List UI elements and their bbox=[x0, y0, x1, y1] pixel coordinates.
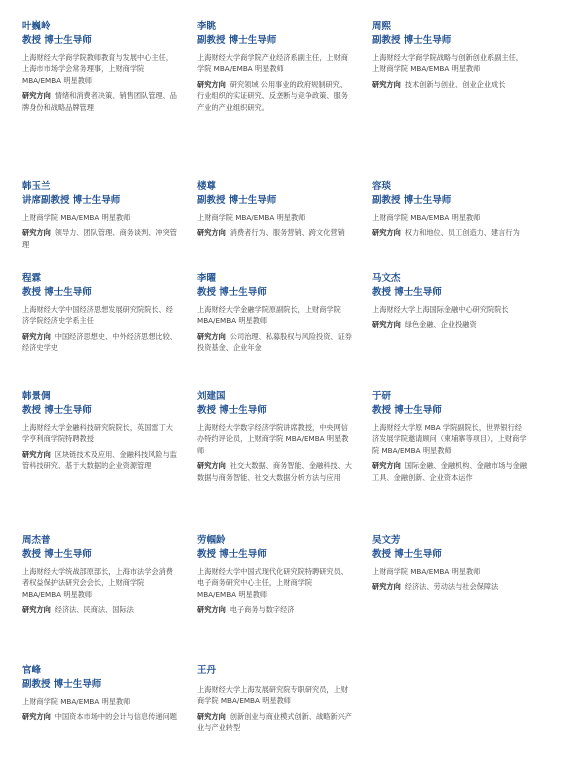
research-text: 经济法、民商法、国际法 bbox=[54, 605, 134, 615]
research-text: 中国资本市场中的会计与信息传递问题 bbox=[54, 712, 177, 722]
faculty-research bbox=[197, 460, 353, 483]
faculty-title: 副教授 博士生导师 bbox=[22, 679, 102, 690]
faculty-name: 韩景倜 bbox=[22, 391, 51, 402]
faculty-description: 上海财经大学上海国际金融中心研究院院长 bbox=[372, 305, 509, 314]
faculty-research bbox=[372, 319, 528, 330]
faculty-name: 周熙 bbox=[372, 21, 392, 32]
faculty-research bbox=[22, 604, 178, 615]
faculty-card bbox=[197, 180, 353, 239]
faculty-title: 教授 博士生导师 bbox=[197, 549, 267, 560]
faculty-name: 韩玉兰 bbox=[22, 181, 51, 192]
faculty-title: 讲席副教授 博士生导师 bbox=[22, 195, 121, 206]
faculty-card bbox=[372, 390, 528, 483]
research-label: 研究方向 bbox=[372, 228, 401, 238]
research-label: 研究方向 bbox=[197, 228, 226, 238]
faculty-research bbox=[197, 79, 353, 113]
faculty-card bbox=[372, 272, 528, 331]
faculty-research bbox=[22, 90, 178, 113]
faculty-card bbox=[197, 664, 353, 734]
faculty-description: 上财商学院 MBA/EMBA 明星教师 bbox=[372, 567, 481, 576]
faculty-description: 上海财经大学商学院教师教育与发展中心主任，上海市市场学会常务理事，上财商学院 MBA/EMBA 明星教师 bbox=[22, 53, 173, 85]
faculty-title: 副教授 博士生导师 bbox=[197, 195, 277, 206]
faculty-description: 上海财经大学原 MBA 学院副院长，世界银行经济发展学院邀请顾问（柬埔寨等项目），上财商学院 MBA/EMBA 明星教师 bbox=[372, 423, 527, 455]
faculty-title: 教授 博士生导师 bbox=[22, 35, 92, 46]
research-text: 创新创业与商业模式创新、战略新兴产业与产业转型 bbox=[197, 711, 352, 733]
faculty-description: 上财商学院 MBA/EMBA 明星教师 bbox=[22, 213, 131, 222]
faculty-card bbox=[22, 664, 178, 723]
faculty-description: 上海财经大学数字经济学院讲席教授，中央网信办特约评论员，上财商学院 MBA/EMBA 明星教师 bbox=[197, 423, 349, 455]
faculty-name: 叶巍岭 bbox=[22, 21, 51, 32]
faculty-research bbox=[22, 449, 178, 472]
faculty-title: 教授 博士生导师 bbox=[197, 287, 267, 298]
faculty-name: 于研 bbox=[372, 391, 392, 402]
research-label: 研究方向 bbox=[372, 582, 401, 592]
faculty-research bbox=[372, 227, 528, 238]
research-label: 研究方向 bbox=[22, 91, 51, 101]
faculty-description: 上海财经大学金融学院原副院长，上财商学院 MBA/EMBA 明星教师 bbox=[197, 305, 341, 326]
research-text: 消费者行为、服务营销、跨文化营销 bbox=[229, 228, 345, 238]
faculty-name: 楼尊 bbox=[197, 181, 217, 192]
research-text: 技术创新与创业、创业企业成长 bbox=[404, 79, 506, 89]
faculty-research bbox=[372, 460, 528, 483]
research-label: 研究方向 bbox=[372, 79, 401, 89]
faculty-card bbox=[22, 180, 178, 250]
faculty-description: 上海财经大学上海发展研究院专职研究员，上财商学院 MBA/EMBA 明星教师 bbox=[197, 685, 348, 706]
faculty-card bbox=[197, 272, 353, 354]
research-label: 研究方向 bbox=[22, 228, 51, 238]
faculty-name: 劳帼龄 bbox=[197, 535, 226, 546]
faculty-description: 上海财经大学金融科技研究院院长，英国雷丁大学亨利商学院特聘教授 bbox=[22, 423, 173, 444]
research-label: 研究方向 bbox=[197, 79, 226, 89]
faculty-description: 上海财经大学统战部原部长，上海市法学会消费者权益保护法研究会会长，上财商学院 MBA/EMBA 明星教师 bbox=[22, 567, 173, 599]
faculty-title: 教授 博士生导师 bbox=[197, 405, 267, 416]
faculty-name: 刘建国 bbox=[197, 391, 226, 402]
faculty-description: 上财商学院 MBA/EMBA 明星教师 bbox=[197, 213, 306, 222]
faculty-name: 周杰普 bbox=[22, 535, 51, 546]
faculty-title: 副教授 博士生导师 bbox=[372, 195, 452, 206]
research-label: 研究方向 bbox=[197, 605, 226, 615]
faculty-research bbox=[22, 227, 178, 250]
faculty-name: 李曜 bbox=[197, 273, 217, 284]
faculty-description: 上海财经大学中国式现代化研究院特聘研究员、电子商务研究中心主任，上财商学院 MBA/EMBA 明星教师 bbox=[197, 567, 348, 599]
faculty-description: 上海财经大学商学院战略与创新创业系副主任，上财商学院 MBA/EMBA 明星教师 bbox=[372, 53, 523, 74]
faculty-title: 教授 博士生导师 bbox=[22, 405, 92, 416]
research-label: 研究方向 bbox=[372, 461, 401, 471]
research-label: 研究方向 bbox=[197, 711, 226, 721]
research-label: 研究方向 bbox=[22, 605, 51, 615]
faculty-research bbox=[197, 711, 353, 734]
faculty-card bbox=[22, 390, 178, 472]
research-text: 绿色金融、企业投融资 bbox=[404, 320, 477, 330]
faculty-name: 马文杰 bbox=[372, 273, 401, 284]
faculty-research bbox=[197, 331, 353, 354]
faculty-name: 程霖 bbox=[22, 273, 42, 284]
research-text: 电子商务与数字经济 bbox=[229, 605, 295, 615]
research-text: 公司治理、私募股权与风险投资、证券投资基金、企业年金 bbox=[197, 331, 352, 353]
faculty-title: 教授 博士生导师 bbox=[372, 549, 442, 560]
faculty-name: 容琰 bbox=[372, 181, 392, 192]
faculty-description: 上财商学院 MBA/EMBA 明星教师 bbox=[22, 697, 131, 706]
faculty-card bbox=[372, 180, 528, 239]
research-label: 研究方向 bbox=[197, 331, 226, 341]
faculty-research bbox=[22, 331, 178, 354]
faculty-card bbox=[22, 534, 178, 616]
faculty-description: 上海财经大学商学院产业经济系副主任，上财商学院 MBA/EMBA 明星教师 bbox=[197, 53, 348, 74]
faculty-name: 王丹 bbox=[197, 665, 217, 676]
faculty-name: 吴文芳 bbox=[372, 535, 401, 546]
faculty-card bbox=[22, 272, 178, 354]
research-text: 研究领域 公用事业的政府规制研究、行业组织的实证研究、反垄断与竞争政策、服务产业的产业组织研究。 bbox=[197, 79, 348, 112]
faculty-description: 上海财经大学中国经济思想发展研究院院长、经济学院经济史学系主任 bbox=[22, 305, 173, 326]
faculty-research bbox=[22, 711, 178, 722]
faculty-card bbox=[197, 390, 353, 483]
faculty-research bbox=[197, 227, 353, 238]
faculty-title: 教授 博士生导师 bbox=[372, 287, 442, 298]
faculty-name: 官峰 bbox=[22, 665, 42, 676]
research-text: 区块链技术及应用、金融科技风险与监管科技研究、基于大数据的企业资源管理 bbox=[22, 449, 177, 471]
faculty-card bbox=[22, 20, 178, 113]
faculty-research bbox=[197, 604, 353, 615]
faculty-title: 教授 博士生导师 bbox=[22, 549, 92, 560]
faculty-title: 副教授 博士生导师 bbox=[372, 35, 452, 46]
research-text: 社交大数据、商务智能、金融科技、大数据与商务智能、社交大数据分析方法与应用 bbox=[197, 461, 352, 482]
faculty-card bbox=[372, 534, 528, 593]
faculty-card bbox=[197, 20, 353, 113]
faculty-name: 李眺 bbox=[197, 21, 217, 32]
faculty-card bbox=[372, 20, 528, 90]
research-text: 情绪和消费者决策、销售团队管理、品牌身份和战略品牌管理 bbox=[22, 91, 177, 112]
research-label: 研究方向 bbox=[22, 331, 51, 341]
faculty-title: 教授 博士生导师 bbox=[372, 405, 442, 416]
faculty-title: 教授 博士生导师 bbox=[22, 287, 92, 298]
research-label: 研究方向 bbox=[22, 449, 51, 459]
faculty-research bbox=[372, 79, 528, 90]
faculty-card bbox=[197, 534, 353, 616]
faculty-research bbox=[372, 581, 528, 592]
research-label: 研究方向 bbox=[372, 320, 401, 330]
research-text: 领导力、团队管理、商务谈判、冲突管理 bbox=[22, 228, 177, 249]
research-text: 经济法、劳动法与社会保障法 bbox=[404, 582, 499, 592]
research-text: 中国经济思想史、中外经济思想比较、经济史学史 bbox=[22, 331, 177, 353]
faculty-description: 上财商学院 MBA/EMBA 明星教师 bbox=[372, 213, 481, 222]
research-label: 研究方向 bbox=[22, 712, 51, 722]
research-text: 国际金融、金融机构、金融市场与金融工具、金融创新、企业资本运作 bbox=[372, 461, 527, 482]
faculty-title: 副教授 博士生导师 bbox=[197, 35, 277, 46]
research-text: 权力和地位、员工创造力、建言行为 bbox=[404, 228, 520, 238]
research-label: 研究方向 bbox=[197, 461, 226, 471]
